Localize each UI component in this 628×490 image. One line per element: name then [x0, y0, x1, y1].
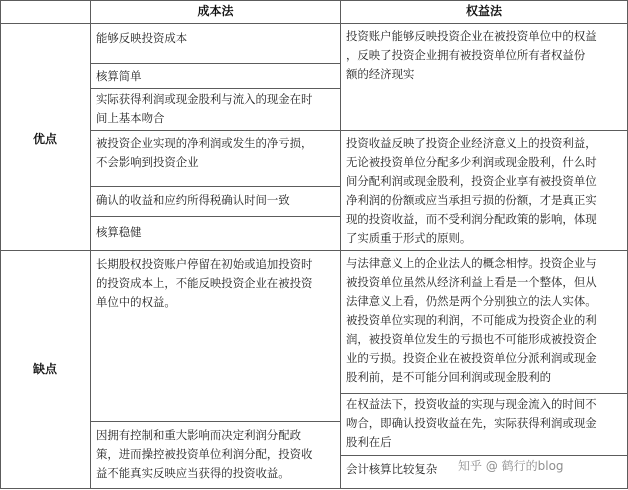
cost-advantage-cell: 被投资企业实现的净利润或发生的净亏损， 不会影响到投资企业 — [96, 136, 313, 169]
header-cost-method: 成本法 — [197, 4, 234, 18]
row-label-disadvantages: 缺点 — [32, 362, 57, 376]
cost-advantage-cell: 能够反映投资成本 — [96, 31, 188, 45]
equity-advantage-cell: 投资收益反映了投资企业经济意义上的投资利益， 无论被投资单位分配多少利润或现金股利，什么时 间分配利润或现金股利，投资企业享有被投资单位 净利润的份额或应当承担亏损的份额，才是真正实 现的投资收益，而不受利润分配政策的影响，体现 了实质重于形式的原则。 — [346, 136, 597, 245]
equity-disadvantage-cell: 在权益法下，投资收益的实现与现金流入的时间不 吻合，即确认投资收益在先，实际获得利润或现金 股利在后 — [346, 397, 597, 449]
equity-advantage-cell: 投资账户能够反映投资企业在被投资单位中的权益 ，反映了投资企业拥有被投资单位所有者权益份 额的经济现实 — [346, 29, 597, 81]
equity-disadvantage-cell: 与法律意义上的企业法人的概念相悖。投资企业与 被投资单位虽然从经济利益上看是一个整体，但从 法律意义上看，仍然是两个分别独立的法人实体。 被投资单位实现的利润，不可能成为投资企业的利 润，被投资单位发生的亏损也不可能形成被投资企 业的亏损。投资企业在被投资单位分派利润或现金 股利前，是不可能分回利润或现金股利的 — [346, 256, 597, 384]
row-label-advantages: 优点 — [32, 132, 57, 146]
header-equity-method: 权益法 — [465, 4, 502, 18]
cost-advantage-cell: 确认的收益和应约所得税确认时间一致 — [96, 193, 290, 207]
cost-advantage-cell: 核算稳健 — [96, 225, 142, 239]
cost-disadvantage-cell: 因拥有控制和重大影响而决定利润分配政 策，进而操控被投资单位利润分配，投资收 益不能真实反映应当获得的投资收益。 — [96, 428, 313, 480]
watermark: 知乎 @ 鹤行的blog — [458, 459, 564, 473]
cost-advantage-cell: 实际获得利润或现金股利与流入的现金在时 间上基本吻合 — [96, 92, 313, 125]
equity-disadvantage-cell: 会计核算比较复杂 — [346, 462, 438, 476]
cost-advantage-cell: 核算简单 — [96, 69, 142, 83]
cost-disadvantage-cell: 长期股权投资账户停留在初始或追加投资时 的投资成本上，不能反映投资企业在被投资 单位中的权益。 — [96, 257, 313, 309]
